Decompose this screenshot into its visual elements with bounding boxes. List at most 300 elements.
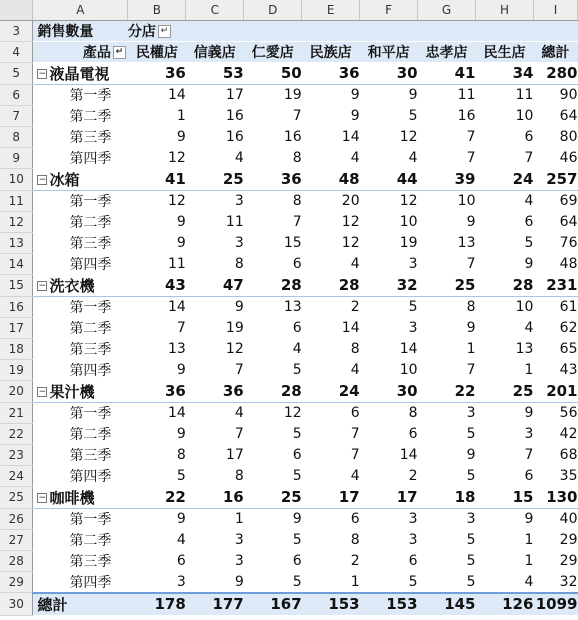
subtotal-value[interactable]: 34 bbox=[476, 62, 534, 84]
quarter-value[interactable]: 7 bbox=[476, 444, 534, 465]
quarter-value[interactable]: 9 bbox=[302, 84, 360, 105]
row-number[interactable]: 12 bbox=[0, 211, 33, 232]
quarter-value[interactable]: 14 bbox=[360, 444, 418, 465]
quarter-value[interactable]: 19 bbox=[360, 232, 418, 253]
quarter-value[interactable]: 9 bbox=[360, 84, 418, 105]
quarter-value[interactable]: 64 bbox=[533, 105, 577, 126]
row-number[interactable]: 6 bbox=[0, 84, 33, 105]
quarter-value[interactable]: 7 bbox=[302, 444, 360, 465]
quarter-value[interactable]: 7 bbox=[418, 147, 476, 168]
subtotal-value[interactable]: 280 bbox=[533, 62, 577, 84]
quarter-value[interactable]: 12 bbox=[128, 147, 186, 168]
row-number[interactable]: 30 bbox=[0, 593, 33, 616]
quarter-value[interactable]: 5 bbox=[128, 465, 186, 486]
quarter-label[interactable]: 第二季 bbox=[33, 423, 128, 444]
quarter-value[interactable]: 13 bbox=[476, 338, 534, 359]
store-header[interactable]: 忠孝店 bbox=[418, 41, 476, 62]
quarter-value[interactable]: 16 bbox=[186, 105, 244, 126]
quarter-value[interactable]: 7 bbox=[418, 253, 476, 274]
subtotal-value[interactable]: 22 bbox=[418, 380, 476, 402]
select-all-corner[interactable] bbox=[0, 0, 33, 20]
column-header-i[interactable]: I bbox=[533, 0, 577, 20]
collapse-icon[interactable]: − bbox=[38, 281, 47, 291]
column-header-a[interactable]: A bbox=[33, 0, 128, 20]
quarter-label[interactable]: 第一季 bbox=[33, 84, 128, 105]
quarter-value[interactable]: 12 bbox=[360, 190, 418, 211]
quarter-value[interactable]: 2 bbox=[302, 296, 360, 317]
quarter-value[interactable]: 9 bbox=[128, 126, 186, 147]
quarter-value[interactable]: 11 bbox=[418, 84, 476, 105]
quarter-value[interactable]: 90 bbox=[533, 84, 577, 105]
row-number[interactable]: 9 bbox=[0, 147, 33, 168]
quarter-value[interactable]: 5 bbox=[360, 296, 418, 317]
row-number[interactable]: 24 bbox=[0, 465, 33, 486]
quarter-label[interactable]: 第四季 bbox=[33, 253, 128, 274]
row-number[interactable]: 19 bbox=[0, 359, 33, 380]
quarter-value[interactable]: 32 bbox=[533, 571, 577, 593]
quarter-value[interactable]: 17 bbox=[186, 444, 244, 465]
quarter-value[interactable]: 3 bbox=[360, 508, 418, 529]
quarter-value[interactable]: 76 bbox=[533, 232, 577, 253]
quarter-value[interactable]: 6 bbox=[476, 126, 534, 147]
quarter-value[interactable]: 5 bbox=[476, 232, 534, 253]
quarter-value[interactable]: 3 bbox=[186, 529, 244, 550]
quarter-value[interactable]: 8 bbox=[244, 190, 302, 211]
empty-cell[interactable] bbox=[186, 20, 244, 41]
grand-total-value[interactable]: 178 bbox=[128, 593, 186, 616]
pivot-value-label[interactable]: 銷售數量 bbox=[33, 20, 128, 41]
quarter-value[interactable]: 7 bbox=[186, 359, 244, 380]
quarter-value[interactable]: 13 bbox=[128, 338, 186, 359]
quarter-label[interactable]: 第二季 bbox=[33, 105, 128, 126]
subtotal-value[interactable]: 28 bbox=[244, 274, 302, 296]
store-header[interactable]: 民生店 bbox=[476, 41, 534, 62]
quarter-value[interactable]: 10 bbox=[476, 105, 534, 126]
grand-total-value[interactable]: 167 bbox=[244, 593, 302, 616]
quarter-value[interactable]: 4 bbox=[476, 190, 534, 211]
quarter-value[interactable]: 5 bbox=[244, 571, 302, 593]
quarter-value[interactable]: 6 bbox=[244, 444, 302, 465]
row-number[interactable]: 7 bbox=[0, 105, 33, 126]
row-number[interactable]: 3 bbox=[0, 20, 33, 41]
quarter-value[interactable]: 11 bbox=[186, 211, 244, 232]
quarter-value[interactable]: 5 bbox=[418, 550, 476, 571]
quarter-value[interactable]: 7 bbox=[244, 211, 302, 232]
quarter-value[interactable]: 3 bbox=[360, 529, 418, 550]
quarter-label[interactable]: 第三季 bbox=[33, 444, 128, 465]
subtotal-value[interactable]: 16 bbox=[186, 486, 244, 508]
quarter-value[interactable]: 8 bbox=[418, 296, 476, 317]
quarter-value[interactable]: 4 bbox=[186, 402, 244, 423]
quarter-value[interactable]: 1 bbox=[476, 359, 534, 380]
quarter-value[interactable]: 9 bbox=[128, 423, 186, 444]
store-header[interactable]: 民族店 bbox=[302, 41, 360, 62]
quarter-value[interactable]: 12 bbox=[244, 402, 302, 423]
row-number[interactable]: 4 bbox=[0, 41, 33, 62]
quarter-value[interactable]: 5 bbox=[244, 465, 302, 486]
subtotal-value[interactable]: 30 bbox=[360, 62, 418, 84]
quarter-value[interactable]: 3 bbox=[186, 190, 244, 211]
subtotal-value[interactable]: 36 bbox=[128, 380, 186, 402]
quarter-value[interactable]: 16 bbox=[186, 126, 244, 147]
column-header-b[interactable]: B bbox=[128, 0, 186, 20]
quarter-value[interactable]: 3 bbox=[360, 317, 418, 338]
subtotal-value[interactable]: 48 bbox=[302, 168, 360, 190]
quarter-value[interactable]: 10 bbox=[418, 190, 476, 211]
column-header-f[interactable]: F bbox=[360, 0, 418, 20]
quarter-value[interactable]: 13 bbox=[244, 296, 302, 317]
quarter-value[interactable]: 4 bbox=[302, 465, 360, 486]
quarter-value[interactable]: 9 bbox=[302, 105, 360, 126]
subtotal-value[interactable]: 32 bbox=[360, 274, 418, 296]
row-number[interactable]: 26 bbox=[0, 508, 33, 529]
quarter-label[interactable]: 第一季 bbox=[33, 296, 128, 317]
quarter-value[interactable]: 7 bbox=[418, 126, 476, 147]
subtotal-value[interactable]: 44 bbox=[360, 168, 418, 190]
quarter-value[interactable]: 8 bbox=[128, 444, 186, 465]
quarter-value[interactable]: 10 bbox=[476, 296, 534, 317]
grand-total-value[interactable]: 126 bbox=[476, 593, 534, 616]
store-header[interactable]: 和平店 bbox=[360, 41, 418, 62]
filter-dropdown-icon[interactable]: ↵ bbox=[113, 46, 126, 59]
row-number[interactable]: 28 bbox=[0, 550, 33, 571]
quarter-value[interactable]: 9 bbox=[128, 211, 186, 232]
quarter-label[interactable]: 第一季 bbox=[33, 508, 128, 529]
quarter-value[interactable]: 6 bbox=[302, 508, 360, 529]
column-header-g[interactable]: G bbox=[418, 0, 476, 20]
quarter-value[interactable]: 20 bbox=[302, 190, 360, 211]
subtotal-value[interactable]: 47 bbox=[186, 274, 244, 296]
subtotal-value[interactable]: 15 bbox=[476, 486, 534, 508]
row-number[interactable]: 23 bbox=[0, 444, 33, 465]
quarter-value[interactable]: 8 bbox=[302, 529, 360, 550]
quarter-label[interactable]: 第四季 bbox=[33, 147, 128, 168]
quarter-row bbox=[0, 253, 578, 274]
quarter-value[interactable]: 3 bbox=[418, 402, 476, 423]
subtotal-value[interactable]: 28 bbox=[302, 274, 360, 296]
subtotal-value[interactable]: 39 bbox=[418, 168, 476, 190]
quarter-value[interactable]: 12 bbox=[302, 232, 360, 253]
quarter-label[interactable]: 第三季 bbox=[33, 550, 128, 571]
quarter-value[interactable]: 29 bbox=[533, 550, 577, 571]
quarter-value[interactable]: 46 bbox=[533, 147, 577, 168]
quarter-value[interactable]: 16 bbox=[244, 126, 302, 147]
empty-cell[interactable] bbox=[533, 20, 577, 41]
subtotal-value[interactable]: 28 bbox=[244, 380, 302, 402]
store-header[interactable]: 民權店 bbox=[128, 41, 186, 62]
subtotal-value[interactable]: 22 bbox=[128, 486, 186, 508]
quarter-value[interactable]: 7 bbox=[128, 317, 186, 338]
quarter-value[interactable]: 1 bbox=[302, 571, 360, 593]
quarter-value[interactable]: 4 bbox=[476, 317, 534, 338]
quarter-row bbox=[0, 508, 578, 529]
quarter-value[interactable]: 11 bbox=[128, 253, 186, 274]
quarter-label[interactable]: 第一季 bbox=[33, 190, 128, 211]
subtotal-value[interactable]: 43 bbox=[128, 274, 186, 296]
row-number[interactable]: 8 bbox=[0, 126, 33, 147]
row-number[interactable]: 27 bbox=[0, 529, 33, 550]
quarter-value[interactable]: 8 bbox=[244, 147, 302, 168]
subtotal-value[interactable]: 50 bbox=[244, 62, 302, 84]
quarter-value[interactable]: 9 bbox=[186, 296, 244, 317]
quarter-label[interactable]: 第四季 bbox=[33, 571, 128, 593]
column-header-c[interactable]: C bbox=[186, 0, 244, 20]
quarter-value[interactable]: 7 bbox=[418, 359, 476, 380]
grand-total-value[interactable]: 1099 bbox=[533, 593, 577, 616]
row-number[interactable]: 5 bbox=[0, 62, 33, 84]
grand-total-label[interactable]: 總計 bbox=[33, 593, 128, 616]
subtotal-value[interactable]: 25 bbox=[476, 380, 534, 402]
subtotal-value[interactable]: 257 bbox=[533, 168, 577, 190]
quarter-value[interactable]: 64 bbox=[533, 211, 577, 232]
quarter-value[interactable]: 1 bbox=[476, 550, 534, 571]
subtotal-value[interactable]: 36 bbox=[244, 168, 302, 190]
quarter-value[interactable]: 12 bbox=[128, 190, 186, 211]
row-number[interactable]: 18 bbox=[0, 338, 33, 359]
quarter-value[interactable]: 40 bbox=[533, 508, 577, 529]
quarter-value[interactable]: 4 bbox=[244, 338, 302, 359]
quarter-value[interactable]: 9 bbox=[244, 508, 302, 529]
subtotal-value[interactable]: 17 bbox=[360, 486, 418, 508]
quarter-value[interactable]: 17 bbox=[186, 84, 244, 105]
quarter-value[interactable]: 1 bbox=[418, 338, 476, 359]
quarter-value[interactable]: 5 bbox=[418, 571, 476, 593]
quarter-value[interactable]: 19 bbox=[244, 84, 302, 105]
quarter-value[interactable]: 6 bbox=[360, 550, 418, 571]
quarter-value[interactable]: 3 bbox=[476, 423, 534, 444]
category-cell[interactable] bbox=[33, 380, 128, 402]
quarter-value[interactable]: 4 bbox=[186, 147, 244, 168]
empty-cell[interactable] bbox=[244, 20, 302, 41]
grand-total-value[interactable]: 153 bbox=[360, 593, 418, 616]
quarter-value[interactable]: 1 bbox=[128, 105, 186, 126]
subtotal-value[interactable]: 17 bbox=[302, 486, 360, 508]
row-number[interactable]: 22 bbox=[0, 423, 33, 444]
subtotal-value[interactable]: 201 bbox=[533, 380, 577, 402]
quarter-value[interactable]: 13 bbox=[418, 232, 476, 253]
quarter-value[interactable]: 11 bbox=[476, 84, 534, 105]
category-row bbox=[0, 380, 578, 402]
quarter-label[interactable]: 第二季 bbox=[33, 317, 128, 338]
quarter-value[interactable]: 5 bbox=[418, 529, 476, 550]
quarter-value[interactable]: 14 bbox=[128, 296, 186, 317]
subtotal-value[interactable]: 36 bbox=[186, 380, 244, 402]
quarter-value[interactable]: 2 bbox=[302, 550, 360, 571]
quarter-value[interactable]: 4 bbox=[476, 571, 534, 593]
row-number[interactable]: 20 bbox=[0, 380, 33, 402]
column-header-d[interactable]: D bbox=[244, 0, 302, 20]
quarter-value[interactable]: 5 bbox=[244, 529, 302, 550]
quarter-value[interactable]: 29 bbox=[533, 529, 577, 550]
quarter-value[interactable]: 3 bbox=[418, 508, 476, 529]
store-header[interactable]: 信義店 bbox=[186, 41, 244, 62]
quarter-value[interactable]: 68 bbox=[533, 444, 577, 465]
quarter-value[interactable]: 35 bbox=[533, 465, 577, 486]
quarter-value[interactable]: 9 bbox=[128, 232, 186, 253]
row-number[interactable]: 29 bbox=[0, 571, 33, 593]
row-number[interactable]: 15 bbox=[0, 274, 33, 296]
column-header-h[interactable]: H bbox=[476, 0, 534, 20]
subtotal-value[interactable]: 24 bbox=[476, 168, 534, 190]
quarter-value[interactable]: 1 bbox=[186, 508, 244, 529]
quarter-value[interactable]: 4 bbox=[128, 529, 186, 550]
quarter-value[interactable]: 5 bbox=[360, 571, 418, 593]
collapse-icon[interactable]: − bbox=[38, 387, 47, 397]
row-number[interactable]: 13 bbox=[0, 232, 33, 253]
subtotal-value[interactable]: 41 bbox=[128, 168, 186, 190]
category-cell[interactable] bbox=[33, 168, 128, 190]
quarter-value[interactable]: 5 bbox=[418, 423, 476, 444]
quarter-value[interactable]: 62 bbox=[533, 317, 577, 338]
grand-total-value[interactable]: 153 bbox=[302, 593, 360, 616]
column-header-e[interactable]: E bbox=[302, 0, 360, 20]
quarter-value[interactable]: 6 bbox=[360, 423, 418, 444]
quarter-value[interactable]: 9 bbox=[476, 508, 534, 529]
quarter-value[interactable]: 1 bbox=[476, 529, 534, 550]
row-number[interactable]: 10 bbox=[0, 168, 33, 190]
store-header[interactable]: 仁愛店 bbox=[244, 41, 302, 62]
quarter-label[interactable]: 第二季 bbox=[33, 211, 128, 232]
quarter-value[interactable]: 4 bbox=[302, 147, 360, 168]
quarter-value[interactable]: 43 bbox=[533, 359, 577, 380]
collapse-icon[interactable]: − bbox=[38, 493, 47, 503]
quarter-value[interactable]: 6 bbox=[244, 550, 302, 571]
quarter-value[interactable]: 7 bbox=[186, 423, 244, 444]
quarter-value[interactable]: 48 bbox=[533, 253, 577, 274]
quarter-label[interactable]: 第三季 bbox=[33, 338, 128, 359]
quarter-value[interactable]: 9 bbox=[128, 508, 186, 529]
quarter-value[interactable]: 5 bbox=[418, 465, 476, 486]
quarter-value[interactable]: 9 bbox=[418, 444, 476, 465]
filter-dropdown-icon[interactable]: ↵ bbox=[158, 25, 171, 38]
quarter-value[interactable]: 6 bbox=[128, 550, 186, 571]
subtotal-value[interactable]: 24 bbox=[302, 380, 360, 402]
pivot-row-field[interactable] bbox=[33, 41, 128, 62]
quarter-value[interactable]: 6 bbox=[302, 402, 360, 423]
quarter-value[interactable]: 7 bbox=[302, 423, 360, 444]
quarter-value[interactable]: 10 bbox=[360, 211, 418, 232]
quarter-value[interactable]: 7 bbox=[244, 105, 302, 126]
quarter-value[interactable]: 4 bbox=[302, 253, 360, 274]
quarter-value[interactable]: 9 bbox=[128, 359, 186, 380]
quarter-value[interactable]: 6 bbox=[476, 211, 534, 232]
grand-total-value[interactable]: 145 bbox=[418, 593, 476, 616]
quarter-value[interactable]: 14 bbox=[302, 317, 360, 338]
quarter-value[interactable]: 8 bbox=[360, 402, 418, 423]
quarter-value[interactable]: 10 bbox=[360, 359, 418, 380]
quarter-label[interactable]: 第一季 bbox=[33, 402, 128, 423]
quarter-value[interactable]: 14 bbox=[128, 402, 186, 423]
pivot-column-field[interactable] bbox=[128, 20, 186, 41]
quarter-value[interactable]: 14 bbox=[302, 126, 360, 147]
quarter-value[interactable]: 9 bbox=[418, 211, 476, 232]
row-number[interactable]: 17 bbox=[0, 317, 33, 338]
quarter-value[interactable]: 56 bbox=[533, 402, 577, 423]
subtotal-value[interactable]: 130 bbox=[533, 486, 577, 508]
quarter-value[interactable]: 8 bbox=[186, 253, 244, 274]
quarter-value[interactable]: 5 bbox=[244, 423, 302, 444]
quarter-value[interactable]: 12 bbox=[360, 126, 418, 147]
row-number[interactable]: 16 bbox=[0, 296, 33, 317]
quarter-value[interactable]: 9 bbox=[186, 571, 244, 593]
quarter-value[interactable]: 8 bbox=[186, 465, 244, 486]
subtotal-value[interactable]: 25 bbox=[186, 168, 244, 190]
row-number[interactable]: 21 bbox=[0, 402, 33, 423]
quarter-value[interactable]: 3 bbox=[128, 571, 186, 593]
quarter-value[interactable]: 42 bbox=[533, 423, 577, 444]
subtotal-value[interactable]: 41 bbox=[418, 62, 476, 84]
row-number[interactable]: 14 bbox=[0, 253, 33, 274]
quarter-value[interactable]: 65 bbox=[533, 338, 577, 359]
collapse-icon[interactable]: − bbox=[38, 69, 47, 79]
category-cell[interactable] bbox=[33, 62, 128, 84]
quarter-value[interactable]: 12 bbox=[302, 211, 360, 232]
store-header[interactable]: 總計 bbox=[533, 41, 577, 62]
empty-cell[interactable] bbox=[360, 20, 418, 41]
quarter-value[interactable]: 3 bbox=[186, 232, 244, 253]
quarter-value[interactable]: 6 bbox=[244, 317, 302, 338]
quarter-value[interactable]: 3 bbox=[360, 253, 418, 274]
empty-cell[interactable] bbox=[418, 20, 476, 41]
quarter-value[interactable]: 19 bbox=[186, 317, 244, 338]
category-cell[interactable] bbox=[33, 274, 128, 296]
quarter-value[interactable]: 9 bbox=[418, 317, 476, 338]
quarter-value[interactable]: 14 bbox=[360, 338, 418, 359]
quarter-value[interactable]: 16 bbox=[418, 105, 476, 126]
quarter-value[interactable]: 3 bbox=[186, 550, 244, 571]
subtotal-value[interactable]: 30 bbox=[360, 380, 418, 402]
subtotal-value[interactable]: 53 bbox=[186, 62, 244, 84]
quarter-value[interactable]: 69 bbox=[533, 190, 577, 211]
subtotal-value[interactable]: 25 bbox=[418, 274, 476, 296]
quarter-value[interactable]: 5 bbox=[244, 359, 302, 380]
quarter-label[interactable]: 第三季 bbox=[33, 232, 128, 253]
quarter-value[interactable]: 9 bbox=[476, 402, 534, 423]
subtotal-value[interactable]: 28 bbox=[476, 274, 534, 296]
quarter-value[interactable]: 5 bbox=[360, 105, 418, 126]
quarter-value[interactable]: 15 bbox=[244, 232, 302, 253]
subtotal-value[interactable]: 231 bbox=[533, 274, 577, 296]
quarter-label[interactable]: 第二季 bbox=[33, 529, 128, 550]
quarter-label[interactable]: 第四季 bbox=[33, 359, 128, 380]
collapse-icon[interactable]: − bbox=[38, 175, 47, 185]
quarter-value[interactable]: 12 bbox=[186, 338, 244, 359]
grand-total-value[interactable]: 177 bbox=[186, 593, 244, 616]
quarter-value[interactable]: 4 bbox=[360, 147, 418, 168]
quarter-value[interactable]: 2 bbox=[360, 465, 418, 486]
quarter-value[interactable]: 61 bbox=[533, 296, 577, 317]
quarter-value[interactable]: 14 bbox=[128, 84, 186, 105]
quarter-value[interactable]: 4 bbox=[302, 359, 360, 380]
empty-cell[interactable] bbox=[476, 20, 534, 41]
subtotal-value[interactable]: 36 bbox=[128, 62, 186, 84]
empty-cell[interactable] bbox=[302, 20, 360, 41]
row-number[interactable]: 25 bbox=[0, 486, 33, 508]
subtotal-value[interactable]: 18 bbox=[418, 486, 476, 508]
quarter-value[interactable]: 7 bbox=[476, 147, 534, 168]
quarter-value[interactable]: 9 bbox=[476, 253, 534, 274]
category-cell[interactable] bbox=[33, 486, 128, 508]
row-number[interactable]: 11 bbox=[0, 190, 33, 211]
quarter-label[interactable]: 第三季 bbox=[33, 126, 128, 147]
subtotal-value[interactable]: 36 bbox=[302, 62, 360, 84]
quarter-value[interactable]: 6 bbox=[244, 253, 302, 274]
subtotal-value[interactable]: 25 bbox=[244, 486, 302, 508]
quarter-value[interactable]: 80 bbox=[533, 126, 577, 147]
quarter-value[interactable]: 8 bbox=[302, 338, 360, 359]
quarter-label[interactable]: 第四季 bbox=[33, 465, 128, 486]
quarter-value[interactable]: 6 bbox=[476, 465, 534, 486]
